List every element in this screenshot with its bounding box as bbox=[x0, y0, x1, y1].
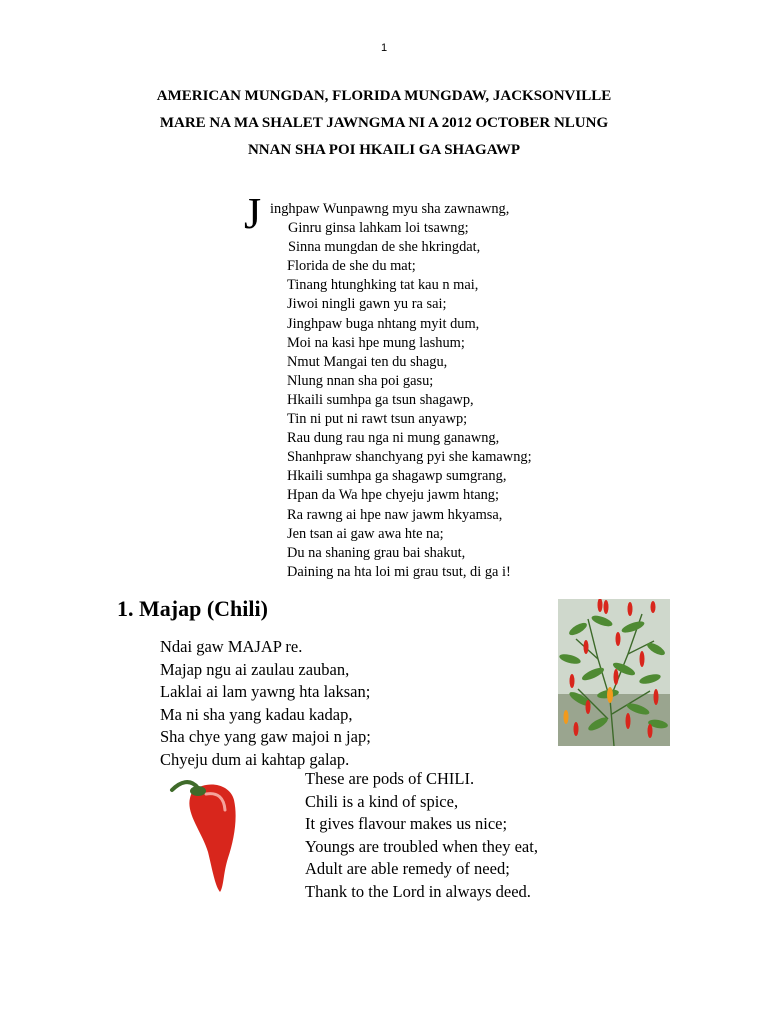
poem-line: Ginru ginsa lahkam loi tsawng; bbox=[288, 220, 469, 237]
poem-line: Tin ni put ni rawt tsun anyawp; bbox=[287, 411, 468, 428]
verse-line: Laklai ai lam yawng hta laksan; bbox=[160, 682, 371, 701]
chili-plant-photo bbox=[558, 599, 670, 746]
poem-line: Jen tsan ai gaw awa hte na; bbox=[287, 525, 444, 542]
poem-line: Jiwoi ningli gawn yu ra sai; bbox=[287, 296, 447, 313]
poem-line: Nmut Mangai ten du shagu, bbox=[287, 353, 448, 370]
poem-line: Nlung nnan sha poi gasu; bbox=[287, 372, 434, 389]
verse-line: Youngs are troubled when they eat, bbox=[305, 836, 538, 856]
poem-line: Shanhpraw shanchyang pyi she kamawng; bbox=[287, 449, 532, 466]
poem-line bbox=[244, 582, 604, 601]
verse-line: Chili is a kind of spice, bbox=[305, 791, 459, 811]
poem-line: inghpaw Wunpawng myu sha zawnawng, bbox=[270, 201, 510, 217]
page-number: 1 bbox=[380, 42, 388, 54]
poem-line: Florida de she du mat; bbox=[287, 258, 416, 275]
verse-line: Thank to the Lord in always deed. bbox=[305, 881, 531, 901]
drop-cap: J bbox=[244, 189, 262, 238]
poem-line: Sinna mungdan de she hkringdat, bbox=[288, 239, 481, 256]
red-chili-pepper-icon bbox=[168, 768, 248, 894]
title-line-2: MARE NA MA SHALET JAWNGMA NI A 2012 OCTOBER NLUNG bbox=[159, 115, 609, 131]
title-line-1: AMERICAN MUNGDAN, FLORIDA MUNGDAW, JACKSONVILLE bbox=[156, 88, 612, 104]
poem-line: Ra rawng ai hpe naw jawm hkyamsa, bbox=[287, 506, 503, 523]
verse-line: Ma ni sha yang kadau kadap, bbox=[160, 704, 353, 724]
poem-line: Hkaili sumhpa ga tsun shagawp, bbox=[287, 391, 474, 408]
poem-line: Daining na hta loi mi grau tsut, di ga i! bbox=[287, 563, 511, 580]
poem-line: Hpan da Wa hpe chyeju jawm htang; bbox=[287, 487, 499, 504]
english-verse bbox=[305, 768, 538, 903]
kachin-poem bbox=[244, 189, 604, 601]
poem-line: Hkaili sumhpa ga shagawp sumgrang, bbox=[287, 468, 507, 485]
poem-line: Jinghpaw buga nhtang myit dum, bbox=[287, 315, 480, 332]
document-title bbox=[0, 86, 768, 167]
poem-line: Du na shaning grau bai shakut, bbox=[287, 544, 466, 561]
verse-line: It gives flavour makes us nice; bbox=[305, 814, 508, 833]
title-line-3: NNAN SHA POI HKAILI GA SHAGAWP bbox=[247, 142, 521, 158]
poem-line: Rau dung rau nga ni mung ganawng, bbox=[287, 430, 500, 447]
verse-line: Sha chye yang gaw majoi n jap; bbox=[160, 727, 371, 746]
verse-line: Adult are able remedy of need; bbox=[305, 859, 510, 878]
section-heading: 1. Majap (Chili) bbox=[117, 596, 268, 621]
kachin-verse bbox=[160, 636, 371, 771]
verse-line: Chyeju dum ai kahtap galap. bbox=[160, 749, 350, 769]
poem-line: Tinang htunghking tat kau n mai, bbox=[287, 277, 479, 294]
poem-line: Moi na kasi hpe mung lashum; bbox=[287, 334, 465, 351]
verse-line: Ndai gaw MAJAP re. bbox=[160, 637, 303, 656]
verse-line: Majap ngu ai zaulau zauban, bbox=[160, 659, 350, 679]
verse-line: These are pods of CHILI. bbox=[305, 769, 475, 788]
